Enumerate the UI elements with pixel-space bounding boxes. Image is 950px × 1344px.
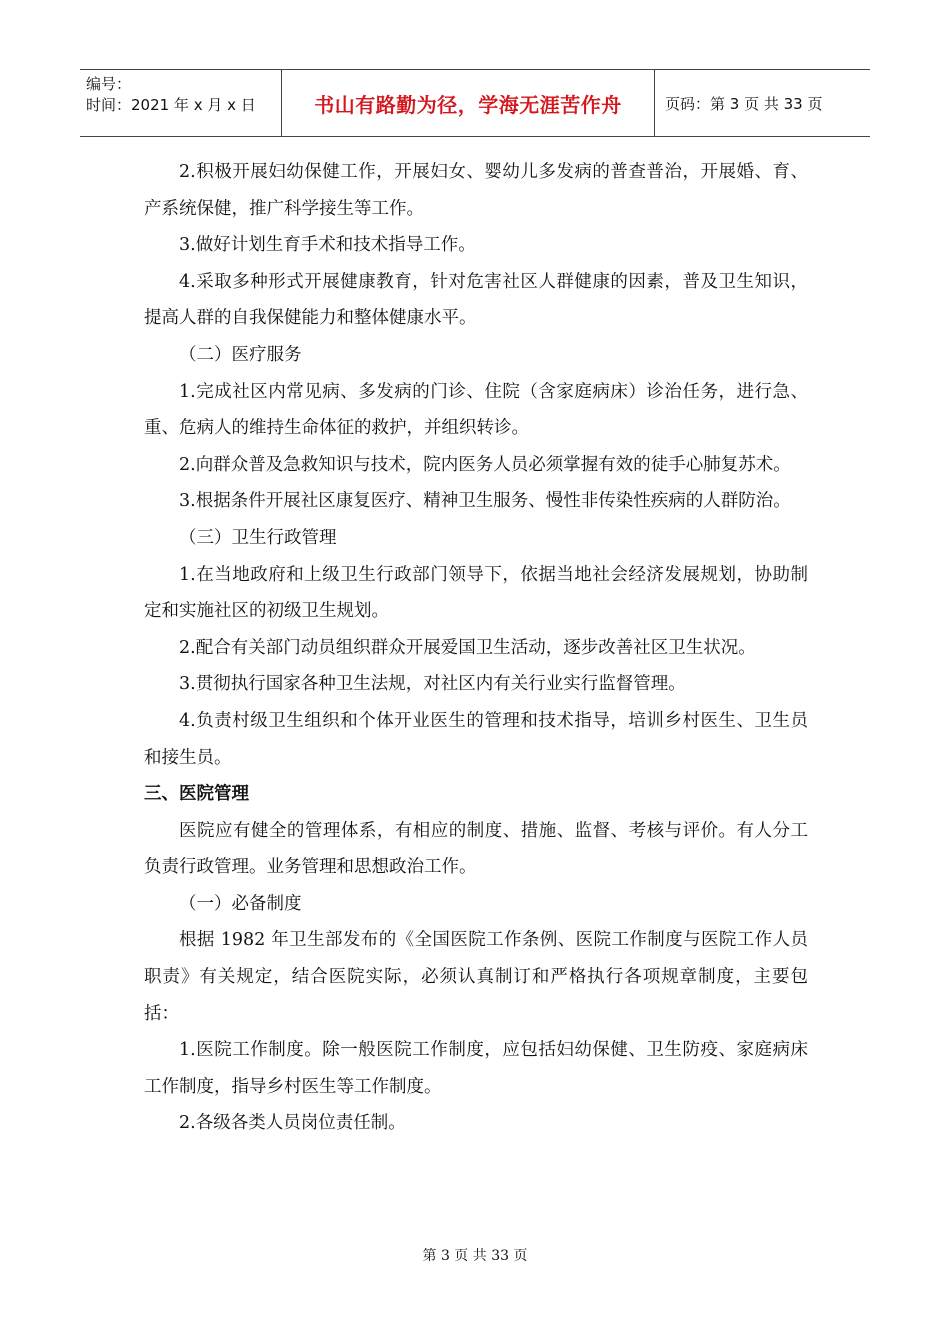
number-label: 编号： xyxy=(86,75,132,93)
document-body xyxy=(144,154,808,1142)
paragraph: 2.积极开展妇幼保健工作，开展妇女、婴幼儿多发病的普查普治，开展婚、育、产系统保健，推广科学接生等工作。 xyxy=(144,162,808,219)
header-motto: 书山有路勤为径，学海无涯苦作舟 xyxy=(282,70,655,136)
date-line: 时间：2021 年 x 月 x 日 xyxy=(86,96,256,114)
page-footer: 第 3 页 共 33 页 xyxy=(422,1248,528,1264)
paragraph: 3.贯彻执行国家各种卫生法规，对社区内有关行业实行监督管理。 xyxy=(179,674,686,695)
subsection-heading: （三）卫生行政管理 xyxy=(179,527,337,548)
paragraph: 4.负责村级卫生组织和个体开业医生的管理和技术指导，培训乡村医生、卫生员和接生员。 xyxy=(144,710,808,768)
paragraph: 3.根据条件开展社区康复医疗、精神卫生服务、慢性非传染性疾病的人群防治。 xyxy=(179,491,791,512)
paragraph: 2.配合有关部门动员组织群众开展爱国卫生活动，逐步改善社区卫生状况。 xyxy=(179,637,756,658)
paragraph: 1.完成社区内常见病、多发病的门诊、住院（含家庭病床）诊治任务，进行急、重、危病人的维持生命体征的救护，并组织转诊。 xyxy=(144,381,808,439)
paragraph: 3.做好计划生育手术和技术指导工作。 xyxy=(179,235,476,256)
paragraph: 2.向群众普及急救知识与技术，院内医务人员必须掌握有效的徒手心肺复苏术。 xyxy=(179,454,791,475)
paragraph: 4.采取多种形式开展健康教育，针对危害社区人群健康的因素，普及卫生知识，提高人群的自我保健能力和整体健康水平。 xyxy=(144,271,808,329)
subsection-heading: （二）医疗服务 xyxy=(179,344,302,365)
document-header xyxy=(80,69,870,137)
paragraph: 医院应有健全的管理体系，有相应的制度、措施、监督、考核与评价。有人分工负责行政管理。业务管理和思想政治工作。 xyxy=(144,820,808,878)
header-page-info: 页码：第 3 页 共 33 页 xyxy=(665,94,823,113)
paragraph: 根据 1982 年卫生部发布的《全国医院工作条例、医院工作制度与医院工作人员职责》有关规定，结合医院实际，必须认真制订和严格执行各项规章制度，主要包括： xyxy=(144,930,808,1024)
paragraph: 1.医院工作制度。除一般医院工作制度，应包括妇幼保健、卫生防疫、家庭病床工作制度，指导乡村医生等工作制度。 xyxy=(144,1040,808,1097)
section-heading: 三、医院管理 xyxy=(144,784,249,805)
paragraph: 2.各级各类人员岗位责任制。 xyxy=(179,1113,406,1134)
subsection-heading: （一）必备制度 xyxy=(179,893,302,914)
header-meta xyxy=(80,70,282,136)
paragraph: 1.在当地政府和上级卫生行政部门领导下，依据当地社会经济发展规划，协助制定和实施社区的初级卫生规划。 xyxy=(144,564,808,622)
